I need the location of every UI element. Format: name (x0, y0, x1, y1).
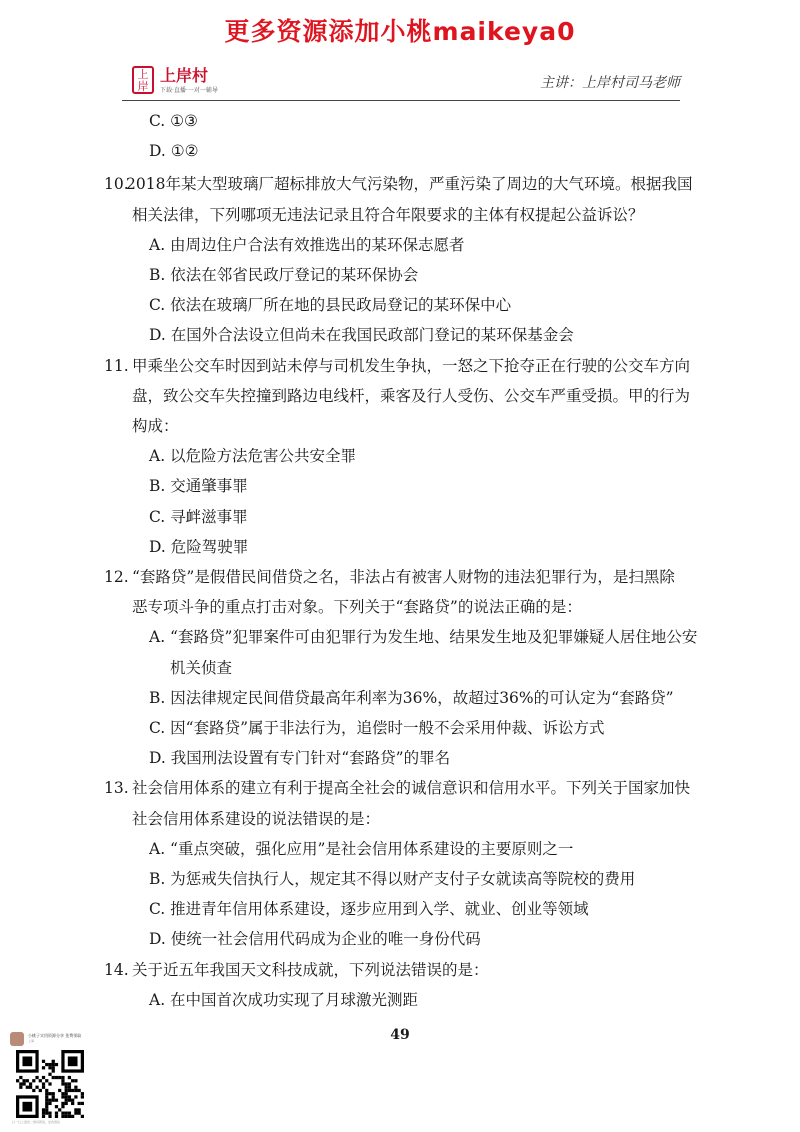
qr-code-icon[interactable] (16, 1050, 84, 1118)
answer-option: A. 在中国首次成功实现了月球激光测距 (149, 990, 419, 1009)
question-number: 12. (104, 568, 129, 586)
option-line: D. ①② (149, 142, 199, 161)
page-number: 49 (390, 1027, 410, 1043)
answer-option: D. 在国外合法设立但尚未在我国民政部门登记的某环保基金会 (149, 326, 574, 345)
qr-card (10, 1032, 110, 1124)
answer-option: B. 依法在邻省民政厅登记的某环保协会 (149, 266, 419, 284)
question-number: 14. (104, 960, 129, 979)
logo-name: 上岸村 (160, 65, 209, 85)
qr-subtitle: 上海 (28, 1039, 35, 1043)
answer-option: D. 使统一社会信用代码成为企业的唯一身份代码 (149, 930, 481, 949)
qr-footer: 扫一扫上面的二维码图案，加我微信 (12, 1120, 61, 1124)
question-number: 11. (104, 356, 129, 375)
option-line: C. ①③ (149, 112, 198, 130)
question-stem: 甲乘坐公交车时因到站未停与司机发生争执，一怒之下抢夺正在行驶的公交车方向 (132, 356, 691, 375)
question-stem: 构成： (132, 417, 179, 435)
avatar (10, 1032, 24, 1046)
question-stem: “套路贷”是假借民间借贷之名，非法占有被害人财物的违法犯罪行为，是扫黑除 (132, 568, 675, 586)
question-13 (104, 776, 690, 798)
question-stem: 社会信用体系建设的说法错误的是： (132, 809, 381, 828)
question-stem: 2018年某大型玻璃厂超标排放大气污染物，严重污染了周边的大气环境。根据我国 (126, 175, 693, 194)
question-12 (104, 565, 675, 587)
answer-option: D. 我国刑法设置有专门针对“套路贷”的罪名 (149, 749, 451, 768)
question-stem: 社会信用体系的建立有利于提高全社会的诚信意识和信用水平。下列关于国家加快 (132, 779, 691, 798)
answer-option: A. “套路贷”犯罪案件可由犯罪行为发生地、结果发生地及犯罪嫌疑人居住地公安 (149, 628, 698, 647)
question-number: 10. (104, 175, 129, 194)
question-stem: 恶专项斗争的重点打击对象。下列关于“套路贷”的说法正确的是： (132, 598, 582, 617)
question-10 (104, 172, 692, 194)
lecturer-label: 主讲：上岸村司马老师 (540, 75, 680, 91)
answer-option: B. 因法律规定民间借贷最高年利率为36%，故超过36%的可认定为“套路贷” (149, 688, 674, 707)
answer-option: C. 寻衅滋事罪 (149, 507, 248, 526)
qr-title: 小桃子实用资源分享 免费领取 (28, 1033, 82, 1038)
answer-option: A. 由周边住户合法有效推选出的某环保志愿者 (149, 235, 465, 254)
question-stem: 相关法律，下列哪项无违法记录且符合年限要求的主体有权提起公益诉讼？ (132, 205, 644, 224)
answer-option: C. 因“套路贷”属于非法行为，追偿时一般不会采用仲裁、诉讼方式 (149, 719, 605, 737)
answer-option: C. 推进青年信用体系建设，逐步应用到入学、就业、创业等领域 (149, 900, 589, 919)
answer-option: A. “重点突破，强化应用”是社会信用体系建设的主要原则之一 (149, 839, 574, 858)
promo-banner: 更多资源添加小桃maikeya0 (224, 17, 576, 46)
answer-option: B. 为惩戒失信执行人，规定其不得以财产支付子女就读高等院校的费用 (149, 870, 636, 888)
answer-option: A. 以危险方法危害公共安全罪 (149, 447, 357, 466)
brand-logo (132, 66, 218, 94)
page-header (122, 62, 680, 101)
logo-mark-icon: 上岸 (132, 66, 154, 94)
answer-option: C. 依法在玻璃厂所在地的县民政局登记的某环保中心 (149, 296, 512, 315)
answer-option: D. 危险驾驶罪 (149, 537, 249, 556)
question-stem: 关于近五年我国天文科技成就，下列说法错误的是： (132, 960, 489, 979)
answer-option-cont: 机关侦查 (170, 658, 233, 677)
question-number: 13. (104, 779, 129, 798)
question-stem: 盘，致公交车失控撞到路边电线杆，乘客及行人受伤、公交车严重受损。甲的行为 (132, 386, 691, 405)
question-14 (104, 958, 489, 980)
answer-option: B. 交通肇事罪 (149, 477, 248, 496)
question-11 (104, 354, 690, 376)
logo-tagline: 下载·直播·一对一辅导 (160, 86, 218, 94)
